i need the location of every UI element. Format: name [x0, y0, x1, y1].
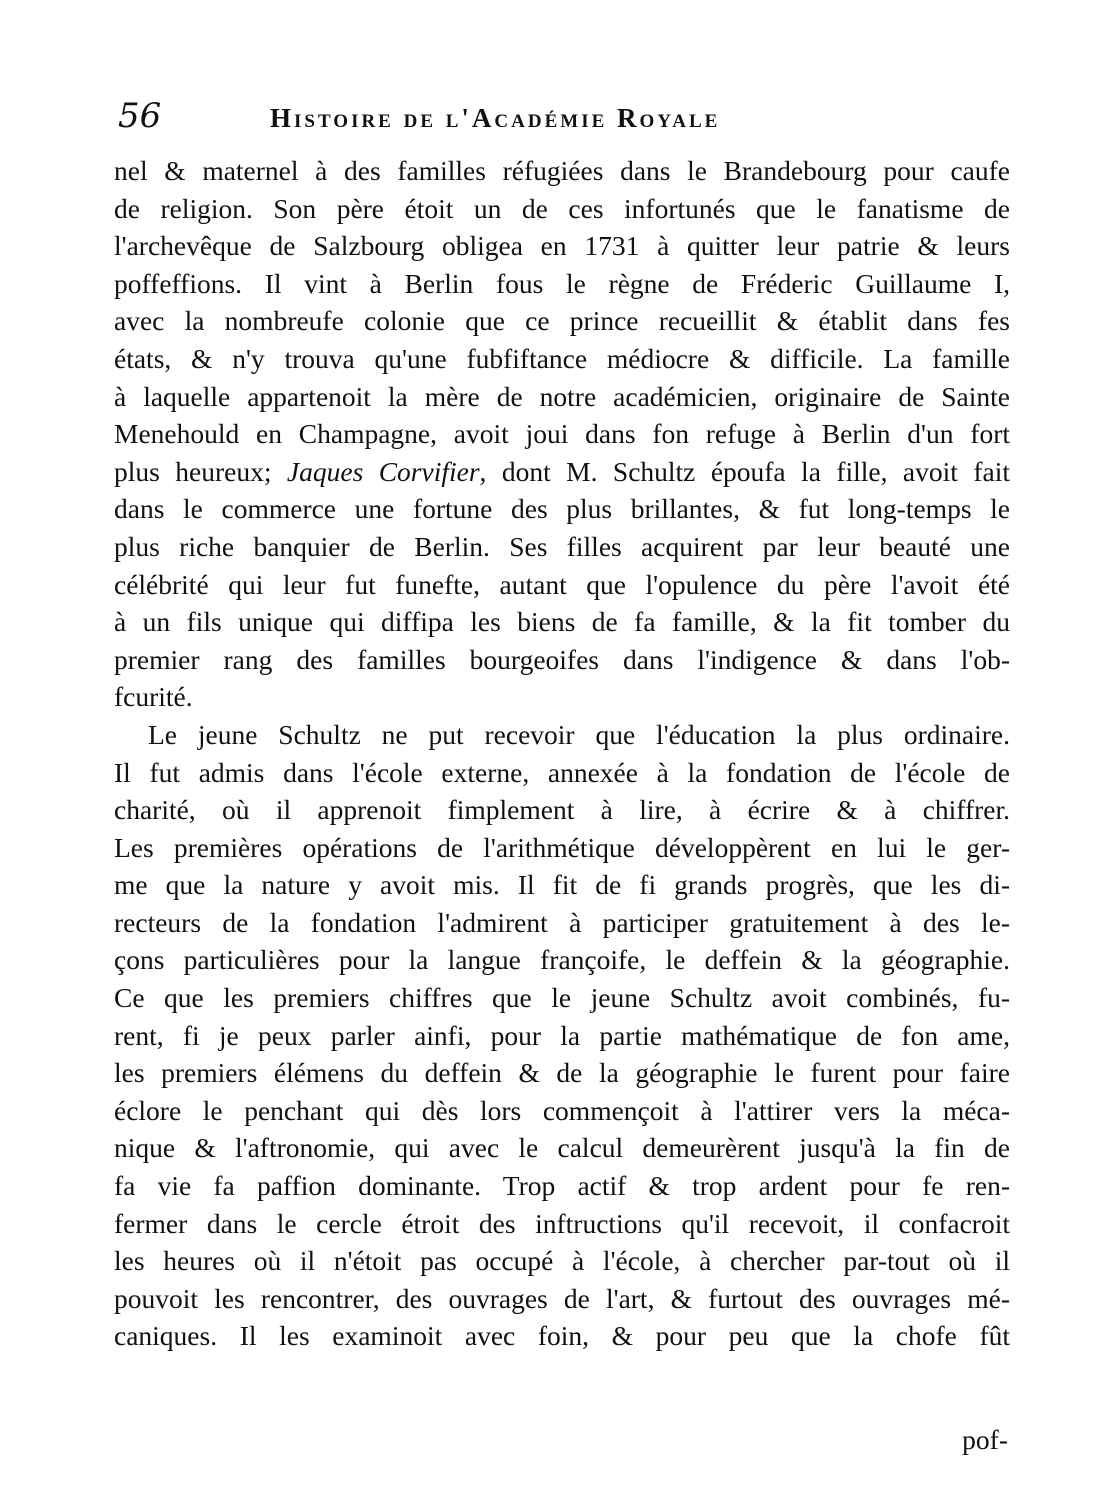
- text-line: nel & maternel à des familles réfugiées dans le Brandebourg pour caufe: [114, 155, 1010, 186]
- text-line: plus heureux; Jaques Corvifier, dont M. Schultz époufa la fille, avoit fait: [114, 455, 1010, 487]
- text-line: me que la nature y avoit mis. Il fit de fi grands progrès, que les di-: [114, 869, 1010, 901]
- text-line: les premiers élémens du deffein & de la géographie le furent pour faire: [114, 1057, 1010, 1089]
- text-line: à un fils unique qui diffipa les biens de fa famille, & la fit tomber du: [114, 606, 1010, 638]
- page-number: 56: [118, 96, 162, 136]
- text-line: Menehould en Champagne, avoit joui dans fon refuge à Berlin d'un fort: [114, 418, 1010, 450]
- text-line: états, & n'y trouva qu'une fubfiftance médiocre & difficile. La famille: [114, 342, 1010, 374]
- text-line: rent, fi je peux parler ainfi, pour la partie mathématique de fon ame,: [114, 1019, 1010, 1051]
- text-line: Il fut admis dans l'école externe, annexée à la fondation de l'école de: [114, 756, 1010, 788]
- running-title: Histoire de l'Académie Royale: [270, 103, 721, 133]
- catchword: pof-: [962, 1424, 1008, 1455]
- text-line: Ce que les premiers chiffres que le jeune Schultz avoit combinés, fu-: [114, 982, 1010, 1014]
- text-line: charité, où il apprenoit fimplement à lire, à écrire & à chiffrer.: [114, 794, 1010, 826]
- text-line: fa vie fa paffion dominante. Trop actif & trop ardent pour fe ren-: [114, 1170, 1010, 1202]
- text-line: fcurité.: [114, 681, 193, 713]
- text-line: poffeffions. Il vint à Berlin fous le règne de Fréderic Guillaume I,: [114, 267, 1010, 299]
- text-line: les heures où il n'étoit pas occupé à l'école, à chercher par-tout où il: [114, 1245, 1010, 1277]
- text-line: pouvoit les rencontrer, des ouvrages de l'art, & furtout des ouvrages mé-: [114, 1282, 1010, 1314]
- text-line: nique & l'aftronomie, qui avec le calcul demeurèrent jusqu'à la fin de: [114, 1132, 1010, 1164]
- text-line: premier rang des familles bourgeoifes dans l'indigence & dans l'ob-: [114, 643, 1010, 675]
- text-line: avec la nombreufe colonie que ce prince recueillit & établit dans fes: [114, 305, 1010, 337]
- paragraph-2: [114, 716, 1010, 1355]
- italic-name: Jaques Corvifier: [286, 455, 480, 487]
- text-line: recteurs de la fondation l'admirent à participer gratuitement à des le-: [114, 906, 1010, 938]
- text-line: çons particulières pour la langue françoife, le deffein & la géographie.: [114, 944, 1010, 976]
- text-line: plus riche banquier de Berlin. Ses filles acquirent par leur beauté une: [114, 530, 1010, 562]
- text-line: fermer dans le cercle étroit des inftructions qu'il recevoit, il confacroit: [114, 1207, 1010, 1239]
- text-line: l'archevêque de Salzbourg obligea en 1731 à quitter leur patrie & leurs: [114, 230, 1010, 262]
- page-header: [112, 96, 1012, 136]
- text-line: Le jeune Schultz ne put recevoir que l'éducation la plus ordinaire.: [148, 718, 1010, 750]
- text-line: de religion. Son père étoit un de ces infortunés que le fanatisme de: [114, 192, 1010, 224]
- text-line: caniques. Il les examinoit avec foin, & pour peu que la chofe fût: [114, 1320, 1010, 1352]
- text-line: célébrité qui leur fut funefte, autant que l'opulence du père l'avoit été: [114, 568, 1010, 600]
- text-line: éclore le penchant qui dès lors commençoit à l'attirer vers la méca-: [114, 1094, 1010, 1126]
- text-line: dans le commerce une fortune des plus brillantes, & fut long-temps le: [114, 493, 1010, 525]
- text-line: à laquelle appartenoit la mère de notre académicien, originaire de Sainte: [114, 380, 1010, 412]
- paragraph-1: [114, 152, 1010, 716]
- text-line: Les premières opérations de l'arithmétique développèrent en lui le ger-: [114, 831, 1010, 863]
- body-text: [114, 152, 1010, 1355]
